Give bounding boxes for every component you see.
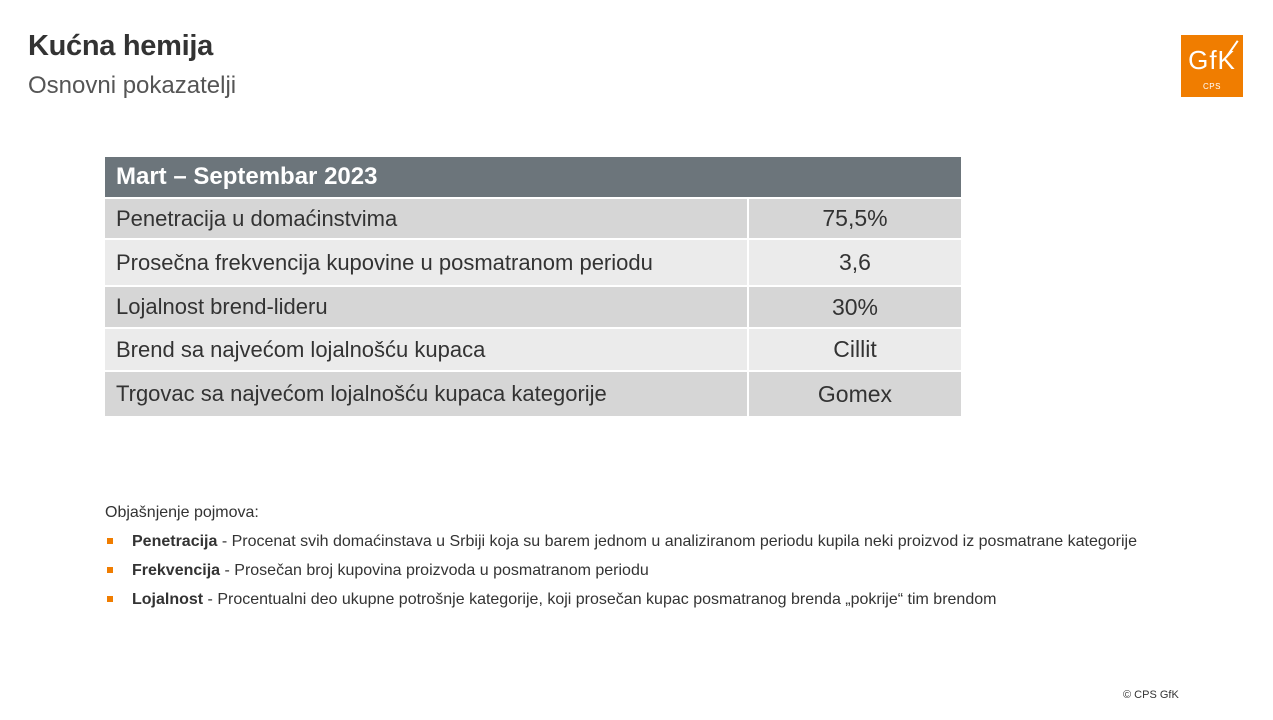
square-bullet-icon [107, 596, 113, 602]
row-label: Trgovac sa najvećom lojalnošću kupaca kategorije [105, 371, 748, 417]
table-row [105, 371, 961, 417]
notes-title: Objašnjenje pojmova: [105, 504, 259, 521]
row-value: 3,6 [748, 239, 961, 286]
note-text: - Procenat svih domaćinstava u Srbiji koja su barem jednom u analiziranom periodu kupila neki proizvod iz posmatrane kategorije [217, 533, 1137, 550]
gfk-logo [1181, 35, 1243, 97]
list-item [105, 587, 1165, 612]
table-row [105, 239, 961, 286]
note-term: Lojalnost [132, 591, 204, 608]
row-value: Cillit [748, 328, 961, 371]
notes-list [105, 529, 1165, 612]
table-row [105, 286, 961, 328]
row-value: Gomex [748, 371, 961, 417]
note-text: - Prosečan broj kupovina proizvoda u posmatranom periodu [220, 562, 649, 579]
table-row [105, 198, 961, 239]
kpi-table-header-row [105, 157, 961, 198]
square-bullet-icon [107, 538, 113, 544]
row-label: Brend sa najvećom lojalnošću kupaca [105, 328, 748, 371]
logo-sub: CPS [1203, 82, 1221, 91]
copyright-text: © CPS GfK [1123, 689, 1179, 701]
note-text: - Procentualni deo ukupne potrošnje kategorije, koji prosečan kupac posmatranog brenda „pokrije“ tim brendom [203, 591, 997, 608]
row-label: Lojalnost brend-lideru [105, 286, 748, 328]
page-subtitle: Osnovni pokazatelji [28, 72, 237, 99]
note-term: Penetracija [132, 533, 218, 550]
row-value: 75,5% [748, 198, 961, 239]
row-label: Prosečna frekvencija kupovine u posmatranom periodu [105, 239, 748, 286]
page-title: Kućna hemija [28, 30, 213, 62]
square-bullet-icon [107, 567, 113, 573]
row-value: 30% [748, 286, 961, 328]
row-label: Penetracija u domaćinstvima [105, 198, 748, 239]
notes-section [105, 504, 1165, 616]
list-item [105, 529, 1165, 554]
list-item [105, 558, 1165, 583]
logo-mark: GfK [1188, 45, 1236, 75]
table-row [105, 328, 961, 371]
kpi-table [105, 157, 961, 418]
note-term: Frekvencija [132, 562, 221, 579]
kpi-table-header: Mart – Septembar 2023 [105, 157, 961, 198]
